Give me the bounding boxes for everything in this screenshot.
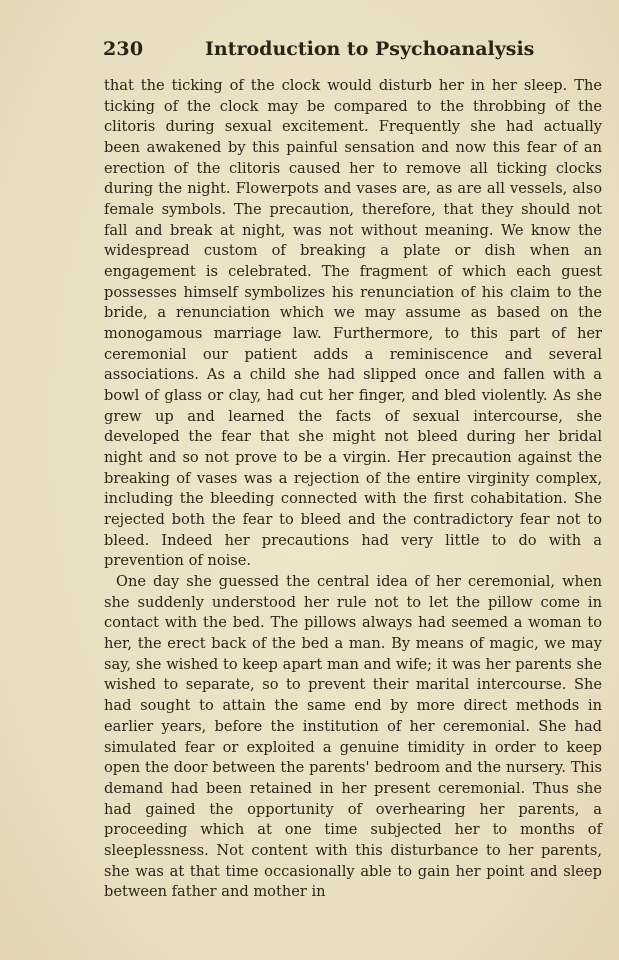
paragraph: that the ticking of the clock would disturb her in her sleep. The ticking of the clock may be compared to the throbbing of the clitoris during sexual excitement. Frequently she had actually been awakened by this painful sensation and now this fear of an erection of the clitoris caused her to remove all ticking clocks during the night. Flowerpots and vases are, as are all vessels, also female symbols. The precaution, therefore, that they should not fall and break at night, was not without meaning. We know the widespread custom of breaking a plate or dish when an engagement is celebrated. The fragment of which each guest possesses himself symbolizes his renunciation of his claim to the bride, a renunciation which we may assume as based on the monogamous marriage law. Furthermore, to this part of her ceremonial our patient adds a reminiscence and several associations. As a child she had slipped once and fallen with a bowl of glass or clay, had cut her finger, and bled violently. As she grew up and learned the facts of sexual intercourse, she developed the fear that she might not bleed during her bridal night and so not prove to be a virgin. Her precaution against the breaking of vases was a rejection of the entire virginity complex, including the bleeding connected with the first cohabitation. She rejected both the fear to bleed and the contradictory fear not to bleed. Indeed her precautions had very little to do with a prevention of noise. <box>104 77 602 570</box>
paragraph: One day she guessed the central idea of her ceremonial, when she suddenly understood her rule not to let the pillow come in contact with the bed. The pillows always had seemed a woman to her, the erect back of the bed a man. By means of magic, we may say, she wished to keep apart man and wife; it was her parents she wished to separate, so to prevent their marital intercourse. She had sought to attain the same end by more direct methods in earlier years, before the institution of her ceremonial. She had simulated fear or exploited a genuine timidity in order to keep open the door between the parents' bedroom and the nursery. This demand had been retained in her present ceremonial. Thus she had gained the opportunity of overhearing her parents, a proceeding which at one time subjected her to months of sleeplessness. Not content with this disturbance to her parents, she was at that time occasionally able to gain her point and sleep between father and mother in <box>104 573 602 901</box>
page-header <box>103 38 535 66</box>
running-head: Introduction to Psychoanalysis <box>205 38 535 60</box>
page-number: 230 <box>103 38 144 60</box>
body-text <box>104 76 602 903</box>
